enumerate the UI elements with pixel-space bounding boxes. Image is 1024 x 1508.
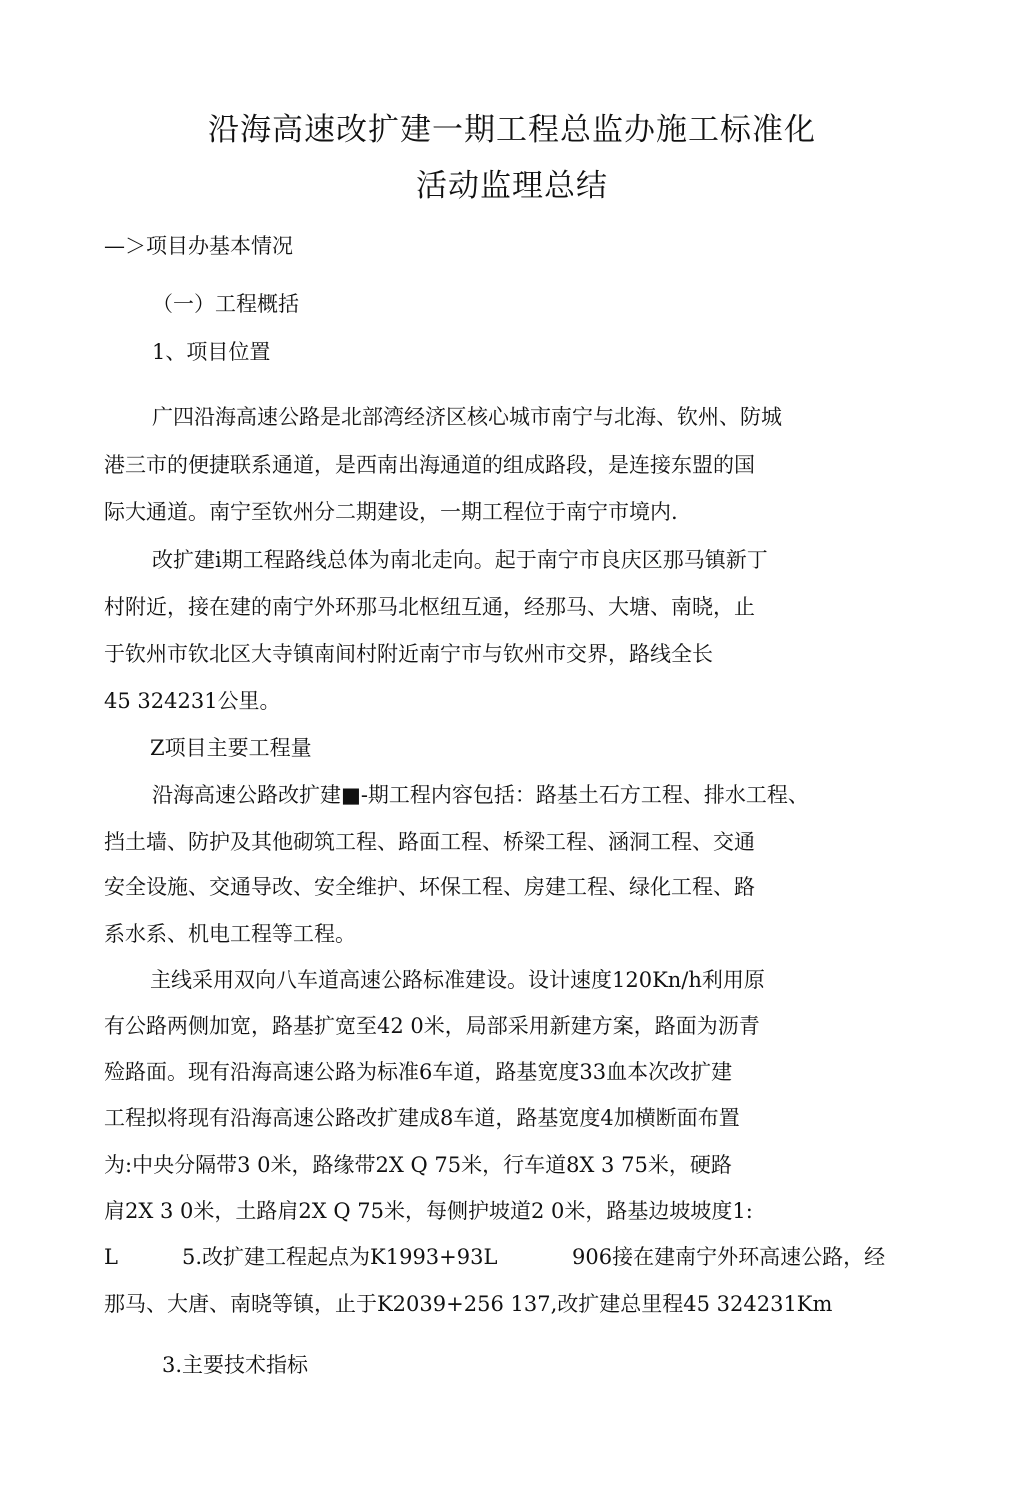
paragraph-fragment: L	[104, 1245, 118, 1269]
paragraph-line: 肩2X 3 0米，土路肩2X Q 75米，每侧护坡道2 0米，路基边坡坡度1:	[104, 1199, 753, 1223]
paragraph-line: 际大通道。南宁至钦州分二期建设，一期工程位于南宁市境内.	[104, 500, 678, 524]
paragraph-line: 主线采用双向八车道高速公路标准建设。设计速度120Kn/h利用原	[150, 968, 765, 992]
paragraph-line: 港三市的便捷联系通道，是西南出海通道的组成路段，是连接东盟的国	[104, 453, 755, 477]
paragraph-line: 广四沿海高速公路是北部湾经济区核心城市南宁与北海、钦州、防城	[152, 405, 782, 429]
paragraph-line: 45 324231公里。	[104, 689, 281, 713]
paragraph-line: 殓路面。现有沿海高速公路为标准6车道，路基宽度33血本次改扩建	[104, 1060, 733, 1084]
paragraph-fragment: 906接在建南宁外环高速公路，经	[572, 1245, 886, 1269]
document-title-line-2: 活动监理总结	[416, 168, 608, 204]
paragraph-line: 挡土墙、防护及其他砌筑工程、路面工程、桥梁工程、涵洞工程、交通	[104, 830, 755, 854]
paragraph-line: 为:中央分隔带3 0米，路缘带2X Q 75米，行车道8X 3 75米，硬路	[104, 1153, 732, 1177]
item-heading: 1、项目位置	[152, 340, 271, 364]
paragraph-line: 改扩建i期工程路线总体为南北走向。起于南宁市良庆区那马镇新丁	[152, 548, 768, 572]
item-heading: Z项目主要工程量	[150, 736, 312, 760]
paragraph-line: 安全设施、交通导改、安全维护、坏保工程、房建工程、绿化工程、路	[104, 875, 755, 899]
document-title-line-1: 沿海高速改扩建一期工程总监办施工标准化	[208, 112, 816, 148]
subsection-heading: （一）工程概括	[152, 292, 299, 316]
paragraph-line: 沿海高速公路改扩建■-期工程内容包括：路基土石方工程、排水工程、	[152, 783, 809, 807]
paragraph-fragment: 5.改扩建工程起点为K1993+93L	[182, 1245, 498, 1269]
paragraph-line: 有公路两侧加宽，路基扩宽至42 0米，局部采用新建方案，路面为沥青	[104, 1014, 760, 1038]
paragraph-line: 那马、大唐、南晓等镇，止于K2039+256 137,改扩建总里程45 324231Km	[104, 1292, 833, 1316]
paragraph-line: 于钦州市钦北区大寺镇南间村附近南宁市与钦州市交界，路线全长	[104, 642, 713, 666]
paragraph-line: 系水系、机电工程等工程。	[104, 922, 356, 946]
section-heading: —＞项目办基本情况	[104, 234, 293, 258]
item-heading: 3.主要技术指标	[162, 1353, 309, 1377]
paragraph-line: 村附近，接在建的南宁外环那马北枢纽互通，经那马、大塘、南晓，止	[104, 595, 755, 619]
paragraph-line: 工程拟将现有沿海高速公路改扩建成8车道，路基宽度4加横断面布置	[104, 1106, 740, 1130]
